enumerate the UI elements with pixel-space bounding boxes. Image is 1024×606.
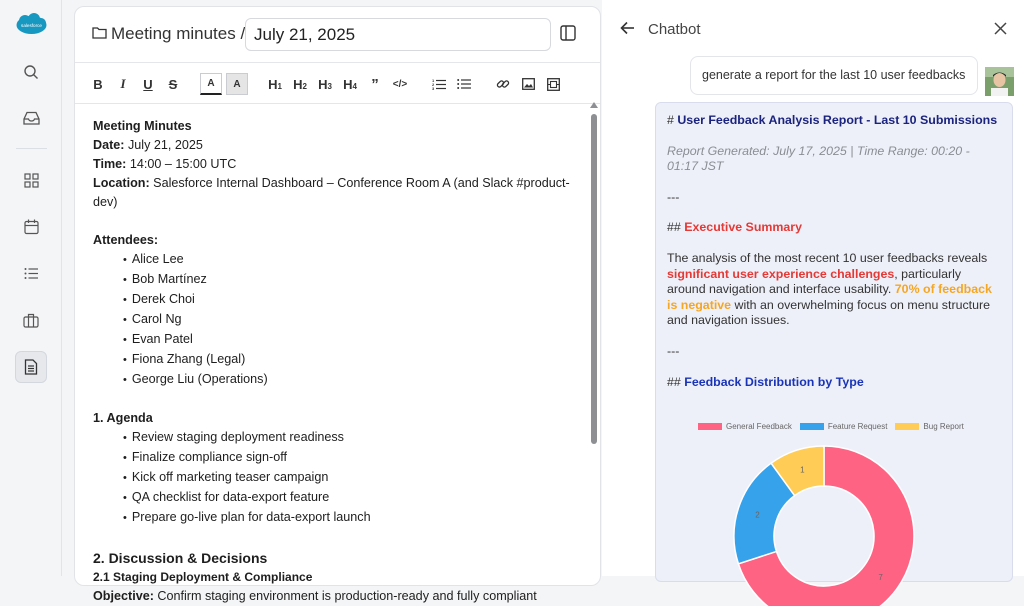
panel-toggle-icon[interactable] [560,25,576,41]
list-item: • Prepare go-live plan for data-export launch [93,508,583,528]
legend-swatch [698,423,722,430]
donut-data-label: 1 [800,465,805,475]
feedback-donut-chart [736,431,926,591]
list-item: • Kick off marketing teaser campaign [93,468,583,488]
h2-hash: ## [667,220,681,235]
summary-highlight-red: significant user experience challenges [667,266,895,281]
heading-2-button[interactable]: H 2 [293,76,307,92]
doc-heading: Meeting Minutes [93,119,192,133]
summary-text: The analysis of the most recent 10 user feedbacks reveals [667,250,988,265]
list-item: • Finalize compliance sign-off [93,448,583,468]
image-icon[interactable] [521,73,535,95]
chatbot-header [602,0,1024,58]
svg-text:2: 2 [432,82,435,87]
document-title-input[interactable] [245,18,551,51]
executive-summary-title: Executive Summary [684,220,803,235]
folder-icon [92,26,107,39]
list-item: • Evan Patel [93,330,583,350]
list-item: • Fiona Zhang (Legal) [93,350,583,370]
report-meta: Report Generated: July 17, 2025 | Time Range: 00:20 - 01:17 JST [667,143,970,174]
legend-label: Feature Request [827,422,888,431]
list-item: • Bob Martínez [93,270,583,290]
subsection-title: 2.1 Staging Deployment & Compliance [93,570,313,584]
back-arrow-icon[interactable] [620,21,635,35]
summary-text: , particularly around navigation and interface usability. [667,266,962,297]
h2-hash: ## [667,374,681,389]
underline-button[interactable]: U [143,76,153,92]
bullet-list-button[interactable] [457,73,471,95]
location-value-cont: dev) [93,195,118,209]
user-avatar[interactable] [985,67,1014,96]
heading-3-button[interactable]: H 3 [318,76,332,92]
list-item: • George Liu (Operations) [93,370,583,390]
time-value: 14:00 – 15:00 UTC [129,157,237,171]
highlight-button[interactable]: A [226,73,248,95]
quote-button[interactable]: ” [371,75,379,93]
formatting-toolbar [75,64,600,104]
donut-data-label: 2 [755,510,760,520]
list-item: • Carol Ng [93,310,583,330]
list-icon[interactable] [15,257,47,289]
location-label: Location: [93,176,150,190]
salesforce-logo[interactable] [15,12,48,36]
objective-label: Objective: [93,589,154,603]
agenda-title: 1. Agenda [93,411,153,425]
list-item: • QA checklist for data-export feature [93,488,583,508]
text-color-button[interactable]: A [200,73,222,95]
link-icon[interactable] [496,73,510,95]
inbox-icon[interactable] [15,102,47,134]
heading-4-button[interactable]: H 4 [343,76,357,92]
date-value: July 21, 2025 [128,138,203,152]
logo-text: salesforce [21,23,42,28]
strikethrough-button[interactable]: S [168,76,178,92]
svg-text:3: 3 [432,86,435,91]
document-body[interactable] [93,117,583,606]
rail-divider [16,148,47,149]
discussion-title: 2. Discussion & Decisions [93,550,268,566]
list-item: • Review staging deployment readiness [93,428,583,448]
document-editor [74,6,601,603]
scrollbar-thumb[interactable] [591,114,597,444]
horizontal-rule: --- [667,189,680,204]
italic-button[interactable]: I [120,76,126,91]
code-button[interactable]: </> [392,78,408,90]
donut-data-label: 7 [878,573,883,583]
chatbot-title: Chatbot [648,21,701,38]
objective-value: Confirm staging environment is production-ready and fully compliant [157,589,537,603]
apps-grid-icon[interactable] [15,164,47,196]
summary-text: with an overwhelming focus on menu structure and navigation issues. [667,297,991,328]
horizontal-rule: --- [667,343,680,358]
editor-scrollbar[interactable] [590,102,598,584]
summary-paragraph [667,251,1001,329]
scroll-up-arrow[interactable] [590,102,598,108]
calendar-icon[interactable] [15,211,47,243]
svg-text:1: 1 [432,78,435,83]
document-icon[interactable] [15,351,47,383]
legend-swatch [800,423,824,430]
briefcase-icon[interactable] [15,304,47,336]
summary-highlight-orange: 70% of feedback is negative [667,282,992,312]
h1-hash: # [667,113,674,127]
search-icon[interactable] [15,56,47,88]
left-rail [0,0,62,576]
close-icon[interactable] [994,22,1007,35]
user-message: generate a report for the last 10 user feedbacks [690,56,978,95]
bot-message [655,102,1013,582]
time-label: Time: [93,157,127,171]
legend-label: General Feedback [726,422,792,431]
distribution-title: Feedback Distribution by Type [684,374,864,389]
attendees-label: Attendees: [93,233,159,247]
legend-label: Bug Report [923,422,964,431]
chatbot-panel [602,0,1024,583]
date-label: Date: [93,138,125,152]
bold-button[interactable]: B [93,76,103,92]
editor-header [75,7,600,63]
video-icon[interactable] [546,73,560,95]
ordered-list-button[interactable] [432,73,446,95]
list-item: • Alice Lee [93,250,583,270]
legend-swatch [895,423,919,430]
list-item: • Derek Choi [93,290,583,310]
location-value: Salesforce Internal Dashboard – Conference Room A (and Slack #product- [153,176,570,190]
heading-1-button[interactable]: H 1 [268,76,282,92]
breadcrumb[interactable]: Meeting minutes / [111,24,246,43]
report-title: User Feedback Analysis Report - Last 10 Submissions [677,113,998,127]
